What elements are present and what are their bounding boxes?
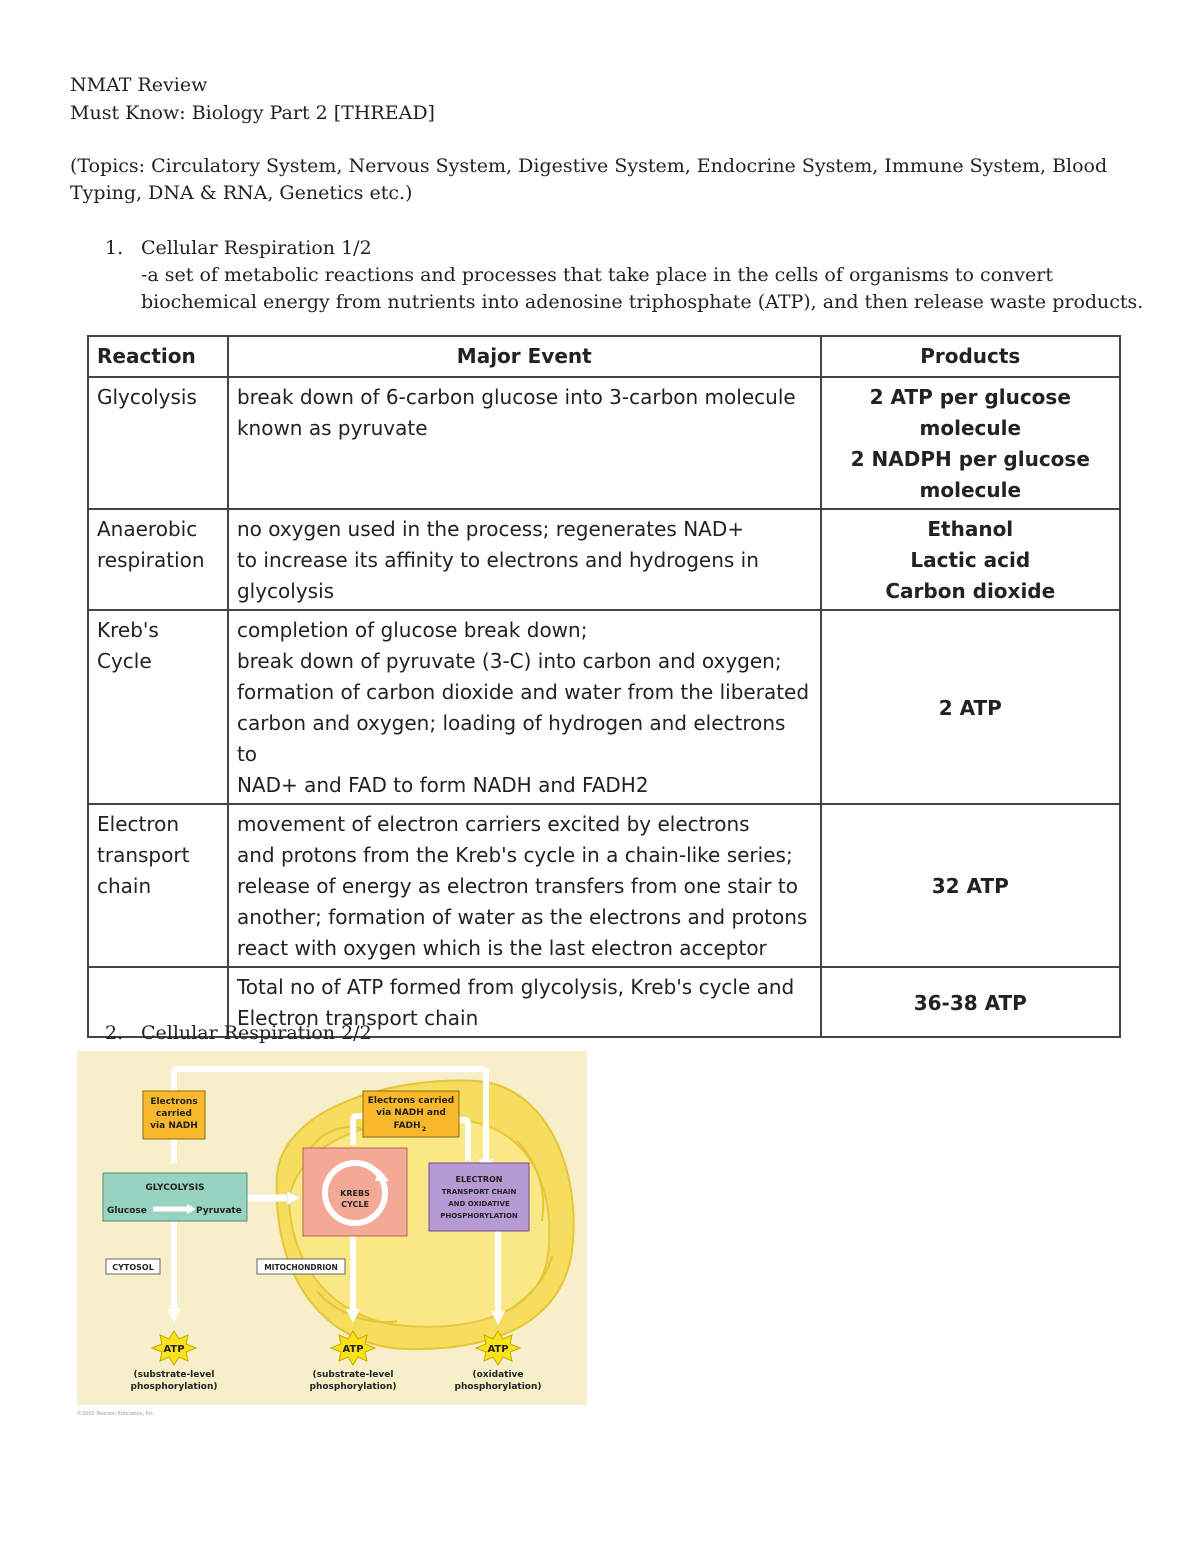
header-products: Products: [821, 336, 1120, 377]
svg-text:Pyruvate: Pyruvate: [196, 1206, 242, 1216]
reaction-cell: Electron transport chain: [88, 804, 228, 967]
header-reaction: Reaction: [88, 336, 228, 377]
section1-number: 1.: [105, 237, 124, 259]
svg-text:©2002 Pearson Education, Inc.: ©2002 Pearson Education, Inc.: [77, 1411, 155, 1417]
svg-text:via NADH and: via NADH and: [376, 1108, 446, 1118]
topics-line-2: Typing, DNA & RNA, Genetics etc.): [70, 182, 413, 204]
svg-text:via NADH: via NADH: [150, 1121, 198, 1131]
electrons-nadh-fadh-box: [363, 1091, 459, 1137]
glycolysis-box: [103, 1173, 247, 1221]
svg-text:phosphorylation): phosphorylation): [130, 1382, 218, 1392]
section1-title: Cellular Respiration 1/2: [141, 237, 372, 259]
cellular-respiration-diagram: [77, 1051, 587, 1405]
svg-text:CYTOSOL: CYTOSOL: [112, 1263, 154, 1272]
svg-text:carried: carried: [156, 1109, 192, 1119]
reaction-cell: Glycolysis: [88, 377, 228, 509]
section2-title: Cellular Respiration 2/2: [141, 1022, 372, 1044]
diagram-credit: [77, 1408, 277, 1418]
section2-number: 2.: [105, 1022, 124, 1044]
mitochondrion-label: [257, 1259, 345, 1274]
svg-text:CYCLE: CYCLE: [341, 1200, 369, 1209]
svg-text:PHOSPHORYLATION: PHOSPHORYLATION: [440, 1212, 518, 1220]
event-cell: Total no of ATP formed from glycolysis, Kreb's cycle and Electron transport chain: [228, 967, 821, 1037]
event-cell: no oxygen used in the process; regenerates NAD+ to increase its affinity to electrons and hydrogens in glycolysis: [228, 509, 821, 610]
svg-text:Electrons: Electrons: [150, 1097, 198, 1107]
svg-text:FADH: FADH: [393, 1121, 421, 1131]
doc-subtitle: Must Know: Biology Part 2 [THREAD]: [70, 102, 435, 124]
svg-text:ATP: ATP: [487, 1344, 509, 1355]
krebs-cycle-box: [303, 1148, 407, 1236]
svg-text:(substrate-level: (substrate-level: [133, 1370, 215, 1380]
svg-text:phosphorylation): phosphorylation): [454, 1382, 542, 1392]
reaction-cell: Kreb's Cycle: [88, 610, 228, 804]
doc-title: NMAT Review: [70, 74, 208, 96]
event-cell: break down of 6-carbon glucose into 3-carbon molecule known as pyruvate: [228, 377, 821, 509]
svg-text:(oxidative: (oxidative: [472, 1370, 524, 1380]
topics-line-1: (Topics: Circulatory System, Nervous System, Digestive System, Endocrine System, Immune System, Blood: [70, 155, 1108, 177]
event-cell: movement of electron carriers excited by electrons and protons from the Kreb's cycle in a chain-like series; release of energy as electron transfers from one stair to another; formation of water as the electrons and protons react with oxygen which is the last electron acceptor: [228, 804, 821, 967]
svg-text:Glucose: Glucose: [107, 1206, 147, 1216]
svg-text:MITOCHONDRION: MITOCHONDRION: [264, 1263, 338, 1272]
svg-text:AND OXIDATIVE: AND OXIDATIVE: [448, 1200, 510, 1208]
table-row: [88, 509, 1120, 610]
svg-text:phosphorylation): phosphorylation): [309, 1382, 397, 1392]
section1-desc-line-1: -a set of metabolic reactions and processes that take place in the cells of organisms to convert: [141, 264, 1053, 286]
svg-text:2: 2: [421, 1126, 427, 1133]
products-cell: Ethanol Lactic acid Carbon dioxide: [821, 509, 1120, 610]
products-cell: 36-38 ATP: [821, 967, 1120, 1037]
svg-text:ATP: ATP: [342, 1344, 364, 1355]
svg-text:GLYCOLYSIS: GLYCOLYSIS: [145, 1183, 205, 1193]
header-major-event: Major Event: [228, 336, 821, 377]
event-cell: completion of glucose break down; break down of pyruvate (3-C) into carbon and oxygen; formation of carbon dioxide and water from the liberated carbon and oxygen; loading of hydrogen and electrons to NAD+ and FAD to form NADH and FADH2: [228, 610, 821, 804]
products-cell: 2 ATP per glucose molecule 2 NADPH per glucose molecule: [821, 377, 1120, 509]
electron-transport-chain-box: [429, 1163, 529, 1231]
respiration-table: [87, 335, 1121, 1038]
svg-text:KREBS: KREBS: [340, 1189, 370, 1198]
table-row: [88, 377, 1120, 509]
svg-text:TRANSPORT CHAIN: TRANSPORT CHAIN: [441, 1188, 517, 1196]
electrons-nadh-box: [143, 1091, 205, 1139]
cytosol-label: [106, 1259, 160, 1274]
table-row: [88, 610, 1120, 804]
section1-desc-line-2: biochemical energy from nutrients into adenosine triphosphate (ATP), and then release waste products.: [141, 291, 1144, 313]
table-header-row: [88, 336, 1120, 377]
products-cell: 2 ATP: [821, 610, 1120, 804]
reaction-cell: Anaerobic respiration: [88, 509, 228, 610]
svg-text:ATP: ATP: [163, 1344, 185, 1355]
svg-text:ELECTRON: ELECTRON: [455, 1175, 503, 1184]
svg-text:(substrate-level: (substrate-level: [312, 1370, 394, 1380]
table-row: [88, 804, 1120, 967]
products-cell: 32 ATP: [821, 804, 1120, 967]
svg-text:Electrons carried: Electrons carried: [367, 1096, 455, 1106]
